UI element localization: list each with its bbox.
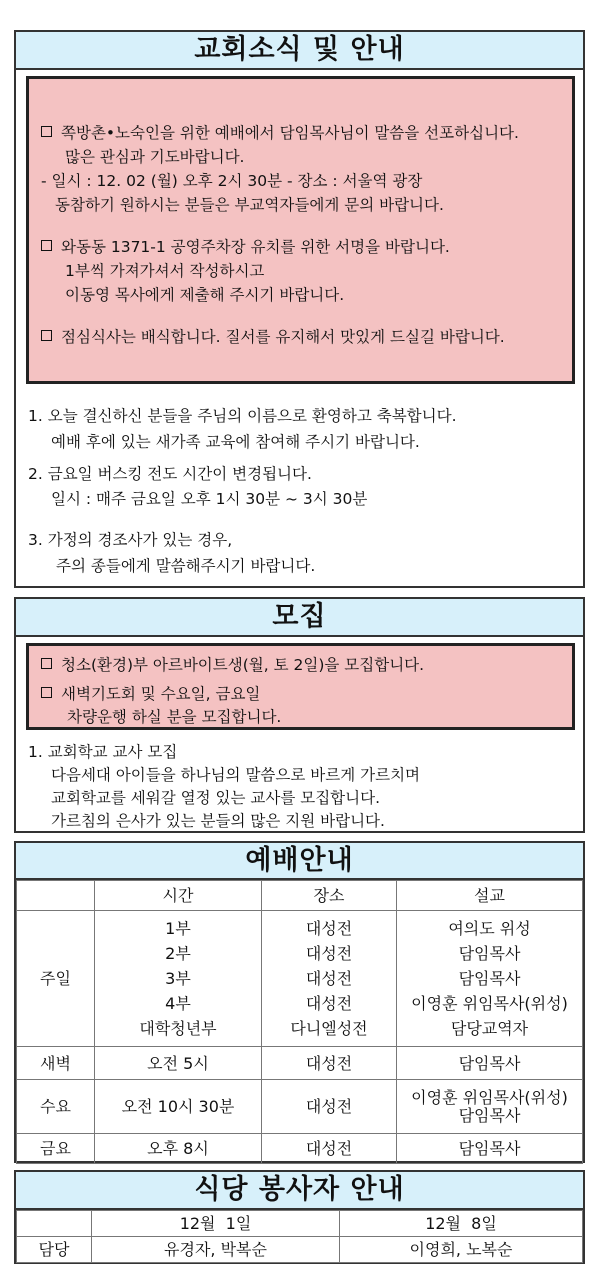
news-item-2-line-2: 1부씩 가져가셔서 작성하시고 [65, 262, 265, 280]
news-numbered-2-line-2: 일시 : 매주 금요일 오후 1시 30분 ~ 3시 30분 [51, 490, 368, 508]
recruit-highlight-box [26, 643, 575, 730]
header-place: 장소 [262, 881, 397, 911]
kitchen-row-label: 담당 [17, 1237, 92, 1263]
wednesday-preacher: 이영훈 위임목사(위성) 담임목사 [397, 1080, 583, 1134]
news-numbered-1-line-2: 예배 후에 있는 새가족 교육에 참여해 주시기 바랍니다. [51, 433, 420, 451]
sunday-label: 주일 [17, 911, 95, 1047]
kitchen-volunteers-2: 이영희, 노복순 [340, 1237, 583, 1263]
kitchen-date-row [17, 1211, 583, 1237]
recruit-numbered-1-line-4: 가르침의 은사가 있는 분들의 많은 지원 바랍니다. [51, 812, 385, 830]
worship-header-row [17, 881, 583, 911]
news-item-1-line-4: 동참하기 원하시는 분들은 부교역자들에게 문의 바랍니다. [55, 196, 444, 214]
wednesday-row [17, 1080, 583, 1134]
wednesday-label: 수요 [17, 1080, 95, 1134]
header-empty-cell [17, 881, 95, 911]
sunday-places: 대성전 대성전 대성전 대성전 다니엘성전 [262, 911, 397, 1047]
sunday-preachers: 여의도 위성 담임목사 담임목사 이영훈 위임목사(위성) 담당교역자 [397, 911, 583, 1047]
recruit-numbered-1-line-3: 교회학교를 세워갈 열정 있는 교사를 모집합니다. [51, 789, 381, 807]
worship-title: 예배안내 [16, 843, 583, 880]
news-highlight-box [26, 76, 575, 384]
news-numbered-1-line-1: 1. 오늘 결신하신 분들을 주님의 이름으로 환영하고 축복합니다. [28, 407, 457, 425]
checkbox-bullet-icon [41, 330, 52, 341]
recruit-title: 모집 [16, 599, 583, 637]
recruit-item-1-line-1: 청소(환경)부 아르바이트생(월, 토 2일)을 모집합니다. [41, 653, 424, 675]
recruit-numbered-1-line-1: 1. 교회학교 교사 모집 [28, 743, 178, 761]
news-item-2-line-1: 와동동 1371-1 공영주차장 유치를 위한 서명을 바랍니다. [41, 235, 450, 257]
dawn-label: 새벽 [17, 1047, 95, 1080]
header-preacher: 설교 [397, 881, 583, 911]
wednesday-time: 오전 10시 30분 [95, 1080, 262, 1134]
friday-row [17, 1134, 583, 1164]
recruit-section [14, 597, 585, 833]
sunday-row [17, 911, 583, 1047]
kitchen-volunteers-1: 유경자, 박복순 [92, 1237, 340, 1263]
news-item-3-line-1: 점심식사는 배식합니다. 질서를 유지해서 맛있게 드실길 바랍니다. [41, 325, 505, 347]
checkbox-bullet-icon [41, 240, 52, 251]
dawn-time: 오전 5시 [95, 1047, 262, 1080]
church-news-section [14, 30, 585, 588]
wednesday-place: 대성전 [262, 1080, 397, 1134]
recruit-item-2-line-2: 차량운행 하실 분을 모집합니다. [67, 708, 282, 726]
kitchen-volunteer-row [17, 1237, 583, 1263]
news-numbered-3-line-2: 주의 종들에게 말씀해주시기 바랍니다. [56, 557, 316, 575]
checkbox-bullet-icon [41, 687, 52, 698]
friday-time: 오후 8시 [95, 1134, 262, 1164]
friday-label: 금요 [17, 1134, 95, 1164]
news-numbered-3-line-1: 3. 가정의 경조사가 있는 경우, [28, 531, 233, 549]
friday-preacher: 담임목사 [397, 1134, 583, 1164]
kitchen-volunteer-section [14, 1170, 585, 1264]
news-item-1-line-2: 많은 관심과 기도바랍니다. [65, 148, 245, 166]
church-news-title: 교회소식 및 안내 [16, 32, 583, 70]
news-item-2-line-3: 이동영 목사에게 제출해 주시기 바랍니다. [65, 286, 345, 304]
kitchen-empty-cell [17, 1211, 92, 1237]
recruit-item-2-line-1: 새벽기도회 및 수요일, 금요일 [41, 682, 260, 704]
kitchen-date-1: 12월 1일 [92, 1211, 340, 1237]
kitchen-volunteer-title: 식당 봉사자 안내 [16, 1172, 583, 1210]
kitchen-volunteer-table [16, 1210, 583, 1263]
news-numbered-2-line-1: 2. 금요일 버스킹 전도 시간이 변경됩니다. [28, 465, 312, 483]
news-item-1-line-3: - 일시 : 12. 02 (월) 오후 2시 30분 - 장소 : 서울역 광장 [41, 172, 423, 190]
checkbox-bullet-icon [41, 126, 52, 137]
news-item-1-line-1: 쪽방촌•노숙인을 위한 예배에서 담임목사님이 말씀을 선포하십니다. [41, 121, 519, 143]
worship-section [14, 841, 585, 1163]
checkbox-bullet-icon [41, 658, 52, 669]
dawn-place: 대성전 [262, 1047, 397, 1080]
kitchen-date-2: 12월 8일 [340, 1211, 583, 1237]
dawn-preacher: 담임목사 [397, 1047, 583, 1080]
sunday-times: 1부 2부 3부 4부 대학청년부 [95, 911, 262, 1047]
friday-place: 대성전 [262, 1134, 397, 1164]
recruit-numbered-1-line-2: 다음세대 아이들을 하나님의 말씀으로 바르게 가르치며 [51, 766, 421, 784]
dawn-row [17, 1047, 583, 1080]
worship-schedule-table [16, 880, 583, 1164]
header-time: 시간 [95, 881, 262, 911]
